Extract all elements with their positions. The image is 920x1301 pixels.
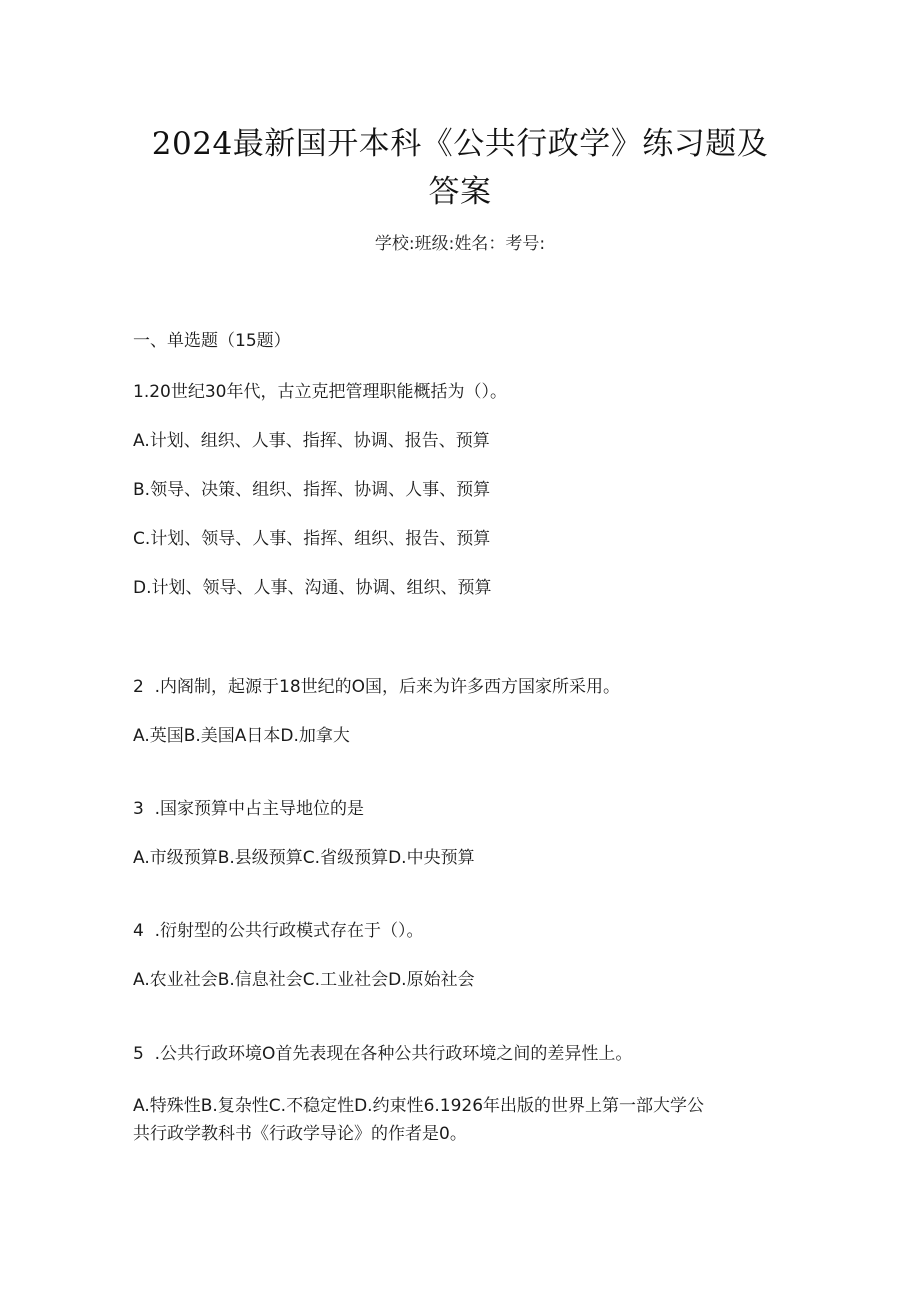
- student-info-line: 学校:班级:姓名：考号:: [374, 234, 546, 254]
- question-5-options-line-1: A.特殊性B.复杂性C.不稳定性D.约束性6.1926年出版的世界上第一部大学公: [133, 1096, 705, 1116]
- question-1-option-d: D.计划、领导、人事、沟通、协调、组织、预算: [133, 578, 492, 598]
- question-4-stem: 4 .衍射型的公共行政模式存在于（）。: [133, 921, 424, 941]
- question-1-option-a: A.计划、组织、人事、指挥、协调、报告、预算: [133, 431, 490, 451]
- question-5-options-line-2: 共行政学教科书《行政学导论》的作者是0。: [133, 1124, 467, 1144]
- question-1-stem: 1.20世纪30年代，古立克把管理职能概括为（）。: [133, 382, 507, 402]
- question-4-options: A.农业社会B.信息社会C.工业社会D.原始社会: [133, 970, 475, 990]
- question-5-stem: 5 .公共行政环境O首先表现在各种公共行政环境之间的差异性上。: [133, 1044, 633, 1064]
- question-3-stem: 3 .国家预算中占主导地位的是: [133, 799, 365, 819]
- document-title-line-1: 2024最新国开本科《公共行政学》练习题及: [151, 126, 769, 162]
- question-2-options: A.英国B.美国A日本D.加拿大: [133, 726, 350, 746]
- document-title-line-2: 答案: [428, 174, 492, 210]
- question-1-option-c: C.计划、领导、人事、指挥、组织、报告、预算: [133, 529, 491, 549]
- section-heading: 一、单选题（15题）: [133, 331, 291, 351]
- question-1-option-b: B.领导、决策、组织、指挥、协调、人事、预算: [133, 480, 491, 500]
- question-2-stem: 2 .内阁制，起源于18世纪的O国，后来为许多西方国家所采用。: [133, 677, 621, 697]
- question-3-options: A.市级预算B.县级预算C.省级预算D.中央预算: [133, 848, 475, 868]
